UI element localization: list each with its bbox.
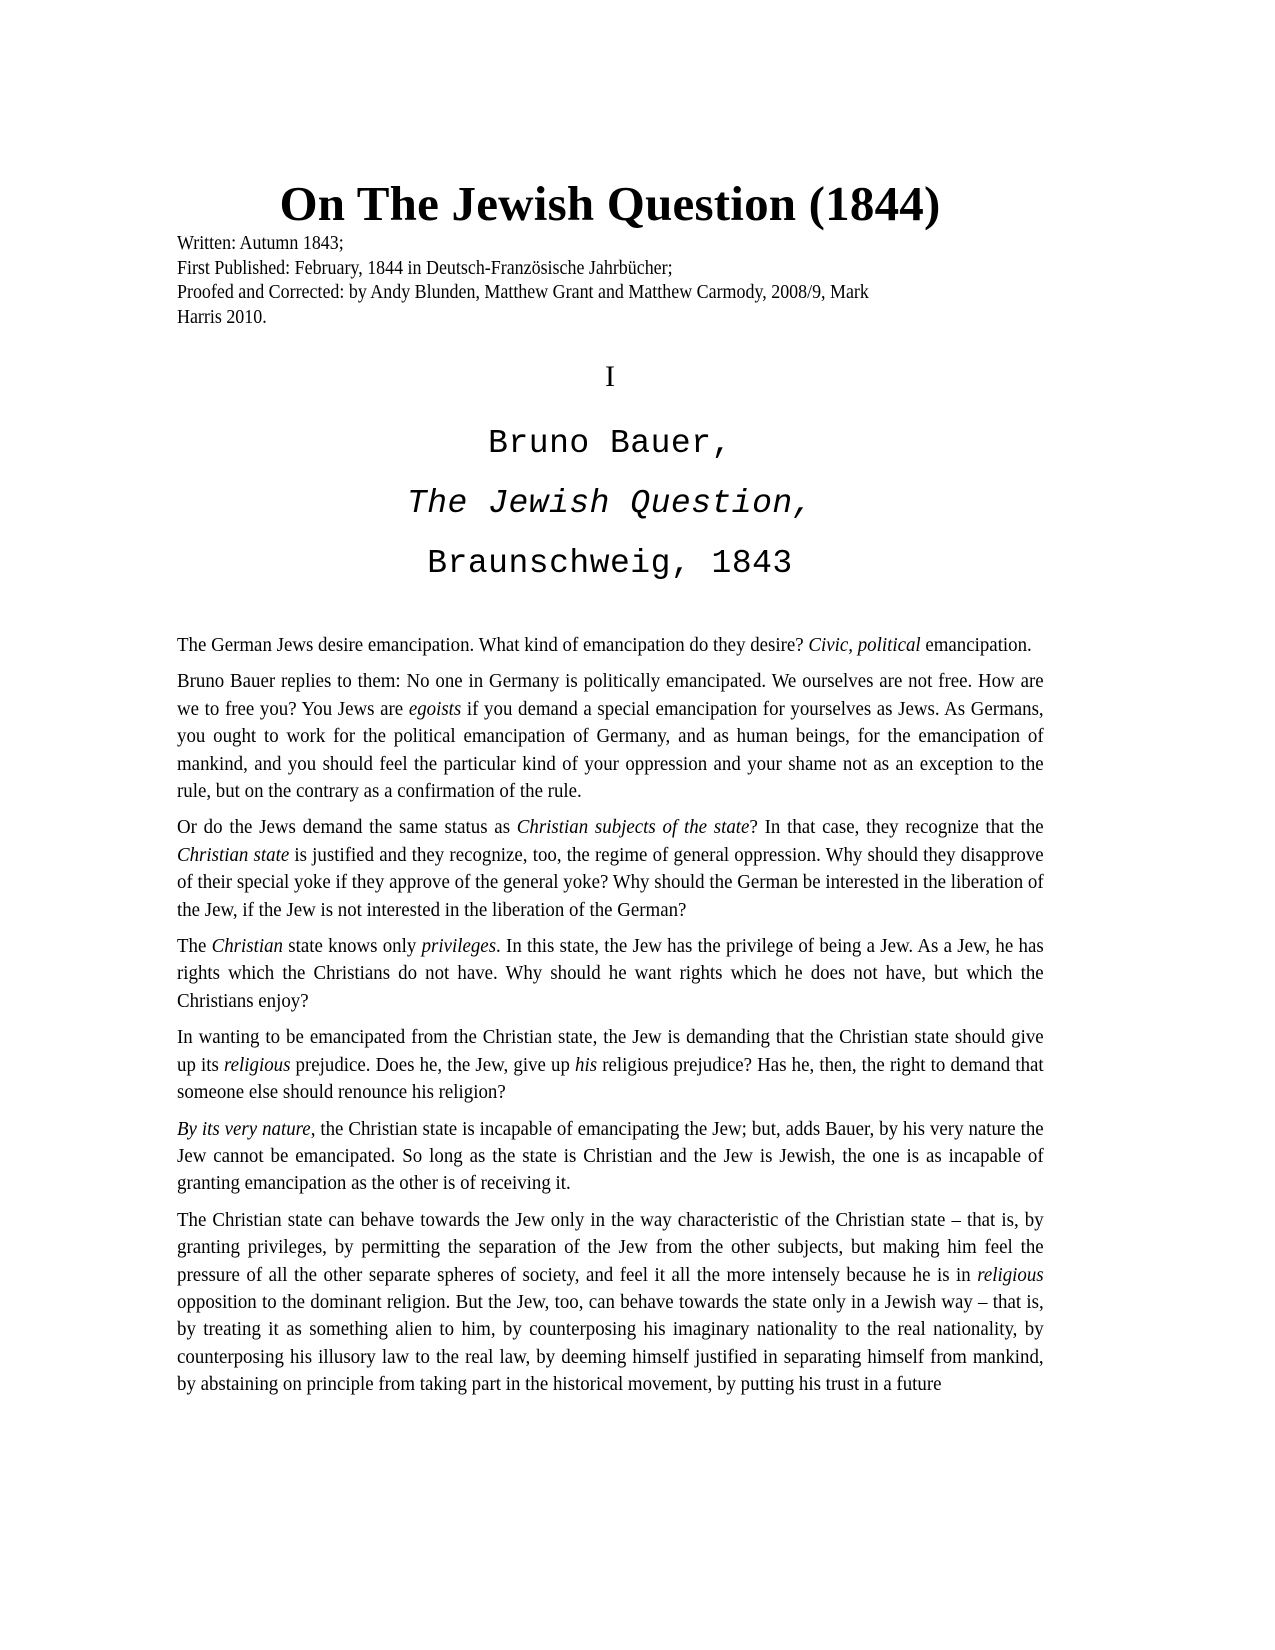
body-paragraph: By its very nature, the Christian state is incapable of emancipating the Jew; but, adds Bauer, by his very nature the Jew cannot be emancipated. So long as the state is Christian and the Jew is Jewish, the one is as incapable of granting emancipation as the other is of receiving it. [177, 1117, 1044, 1195]
metadata-line-proofed-corrected: Proofed and Corrected: by Andy Blunden, Matthew Grant and Matthew Carmody, 2008/9, Mark [177, 282, 869, 304]
body-paragraph: The Christian state can behave towards the Jew only in the way characteristic of the Christian state – that is, by granting privileges, by permitting the separation of the Jew from the other subjects, but making him feel the pressure of all the other separate spheres of society, and feel it all the more intensely because he is in religious opposition to the dominant religion. But the Jew, too, can behave towards the state only in a Jewish way – that is, by treating it as something alien to him, by counterposing his imaginary nationality to the real nationality, by counterposing his illusory law to the real law, by deeming himself justified in separating himself from mankind, by abstaining on principle from taking part in the historical movement, by putting his trust in a future [177, 1208, 1044, 1396]
body-paragraph: Bruno Bauer replies to them: No one in Germany is politically emancipated. We ourselves are not free. How are we to free you? You Jews are egoists if you demand a special emancipation for yourselves as Jews. As Germans, you ought to work for the political emancipation of Germany, and as human beings, for the emancipation of mankind, and you should feel the particular kind of your oppression and your shame not as an exception to the rule, but on the contrary as a confirmation of the rule. [177, 670, 1044, 803]
metadata-line-written: Written: Autumn 1843; [177, 233, 344, 254]
section-place-year-heading: Braunschweig, 1843 [427, 545, 793, 582]
publication-metadata [177, 232, 922, 330]
body-paragraph: The German Jews desire emancipation. What kind of emancipation do they desire? Civic, political emancipation. [177, 634, 1032, 656]
body-paragraph: The Christian state knows only privileges. In this state, the Jew has the privilege of being a Jew. As a Jew, he has rights which the Christians do not have. Why should he want rights which he does not have, but which the Christians enjoy? [177, 935, 1044, 1012]
section-numeral-heading: I [605, 360, 615, 393]
metadata-line-proofed-continued: Harris 2010. [177, 306, 267, 328]
metadata-line-first-published: First Published: February, 1844 in Deutsch-Französische Jahrbücher; [177, 257, 673, 279]
body-paragraph: Or do the Jews demand the same status as Christian subjects of the state? In that case, they recognize that the Christian state is justified and they recognize, too, the regime of general oppression. Why should they disapprove of their special yoke if they approve of the general yoke? Why should the German be interested in the liberation of the Jew, if the Jew is not interested in the liberation of the German? [177, 816, 1044, 921]
body-paragraph: In wanting to be emancipated from the Christian state, the Jew is demanding that the Christian state should give up its religious prejudice. Does he, the Jew, give up his religious prejudice? Has he, then, the right to demand that someone else should renounce his religion? [177, 1026, 1044, 1104]
page-title: On The Jewish Question (1844) [279, 175, 941, 231]
section-author-heading: Bruno Bauer, [488, 425, 732, 462]
body-text-column [177, 632, 1117, 1399]
section-work-title-heading: The Jewish Question, [406, 485, 814, 522]
